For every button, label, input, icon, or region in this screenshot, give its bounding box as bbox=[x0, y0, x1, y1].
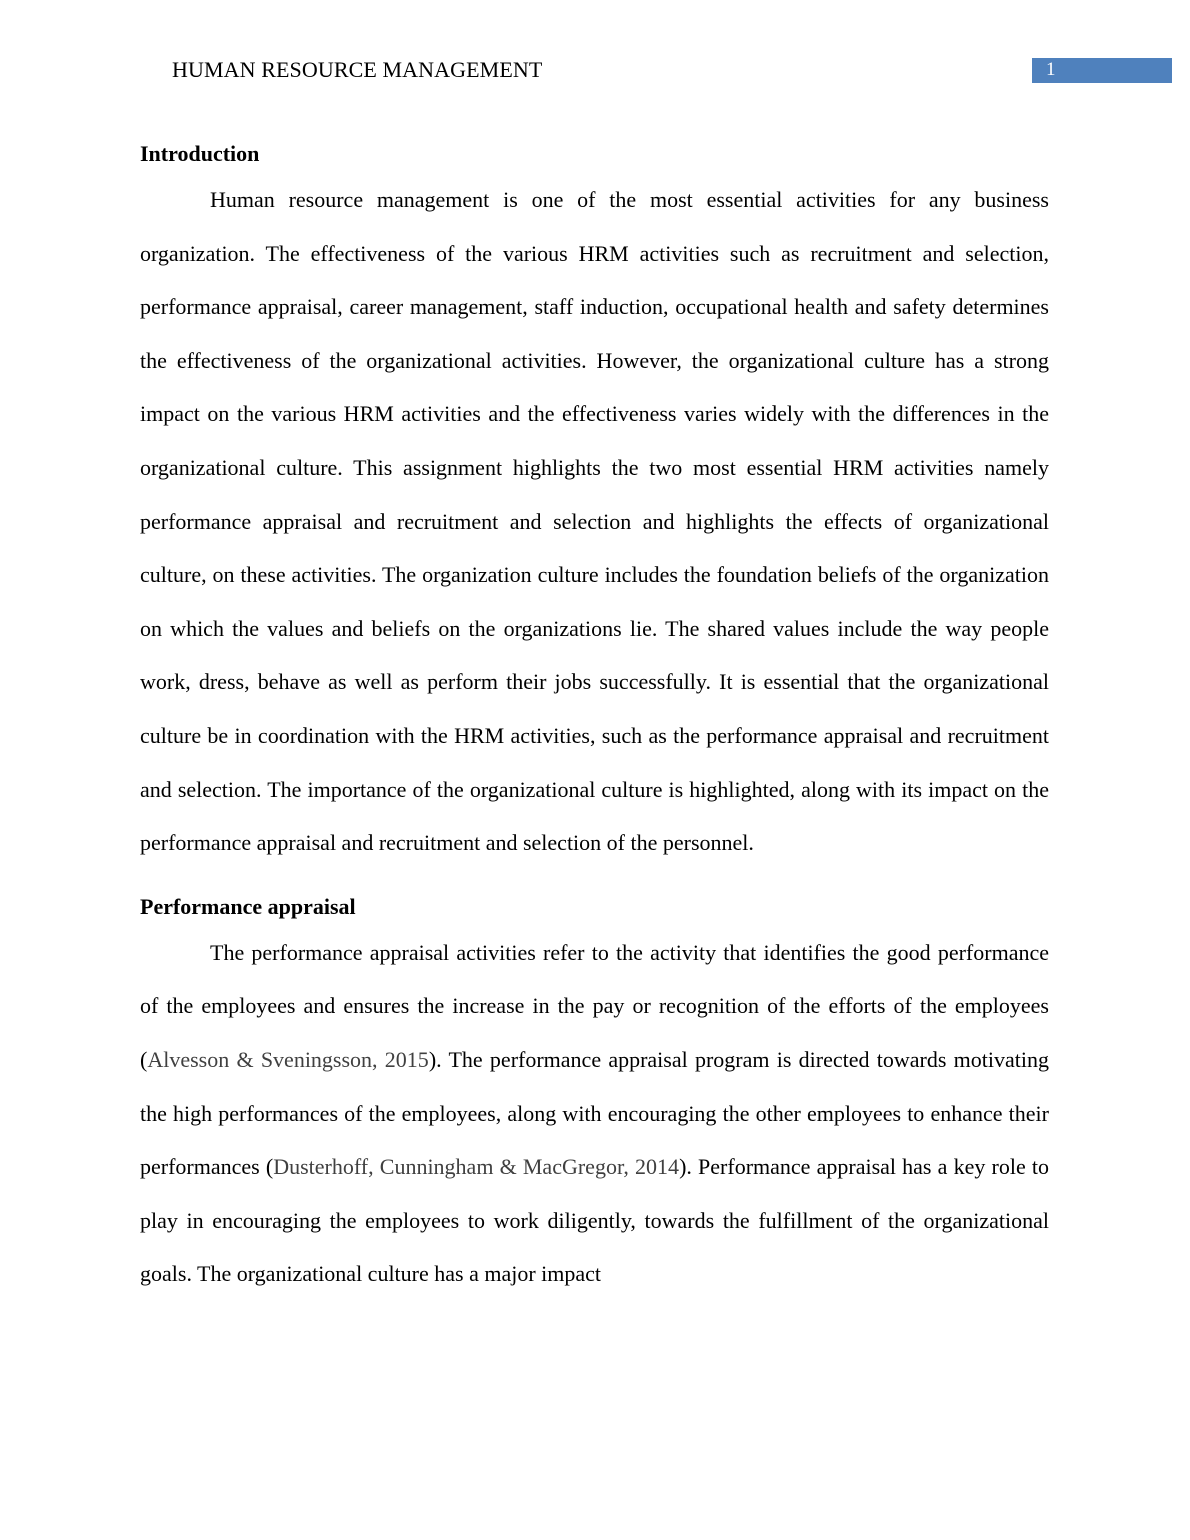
page-number-badge bbox=[1032, 58, 1172, 83]
paragraph-text: ). The performance appraisal program is directed towards motivating the high performances of the employees, along with encouraging the other employees to enhance their performances ( bbox=[140, 1046, 1049, 1180]
citation: Dusterhoff, Cunningham & MacGregor, 2014 bbox=[273, 1154, 680, 1180]
paragraph-text: ). Performance appraisal has a key role to play in encouraging the employees to work diligently, towards the fulfillment of the organizational goals. The organizational culture has a major impact bbox=[140, 1154, 1049, 1287]
running-header-title: HUMAN RESOURCE MANAGEMENT bbox=[172, 57, 543, 82]
citation: Alvesson & Sveningsson, 2015 bbox=[147, 1046, 429, 1072]
section-heading-performance-appraisal: Performance appraisal bbox=[140, 893, 356, 919]
performance-appraisal-paragraph bbox=[140, 926, 1049, 1301]
introduction-paragraph: Human resource management is one of the most essential activities for any business organization. The effectiveness of the various HRM activities such as recruitment and selection, performance appraisal, career management, staff induction, occupational health and safety determines the effectiveness of the organizational activities. However, the organizational culture has a strong impact on the various HRM activities and the effectiveness varies widely with the differences in the organizational culture. This assignment highlights the two most essential HRM activities namely performance appraisal and recruitment and selection and highlights the effects of organizational culture, on these activities. The organization culture includes the foundation beliefs of the organization on which the values and beliefs on the organizations lie. The shared values include the way people work, dress, behave as well as perform their jobs successfully. It is essential that the organizational culture be in coordination with the HRM activities, such as the performance appraisal and recruitment and selection. The importance of the organizational culture is highlighted, along with its impact on the performance appraisal and recruitment and selection of the personnel. bbox=[140, 187, 1049, 856]
section-heading-introduction: Introduction bbox=[140, 141, 260, 166]
paragraph-text: The performance appraisal activities refer to the activity that identifies the good performance of the employees and ensures the increase in the pay or recognition of the efforts of the employees ( bbox=[140, 939, 1049, 1072]
page-number: 1 bbox=[1046, 59, 1056, 80]
document-body bbox=[140, 137, 1049, 1301]
